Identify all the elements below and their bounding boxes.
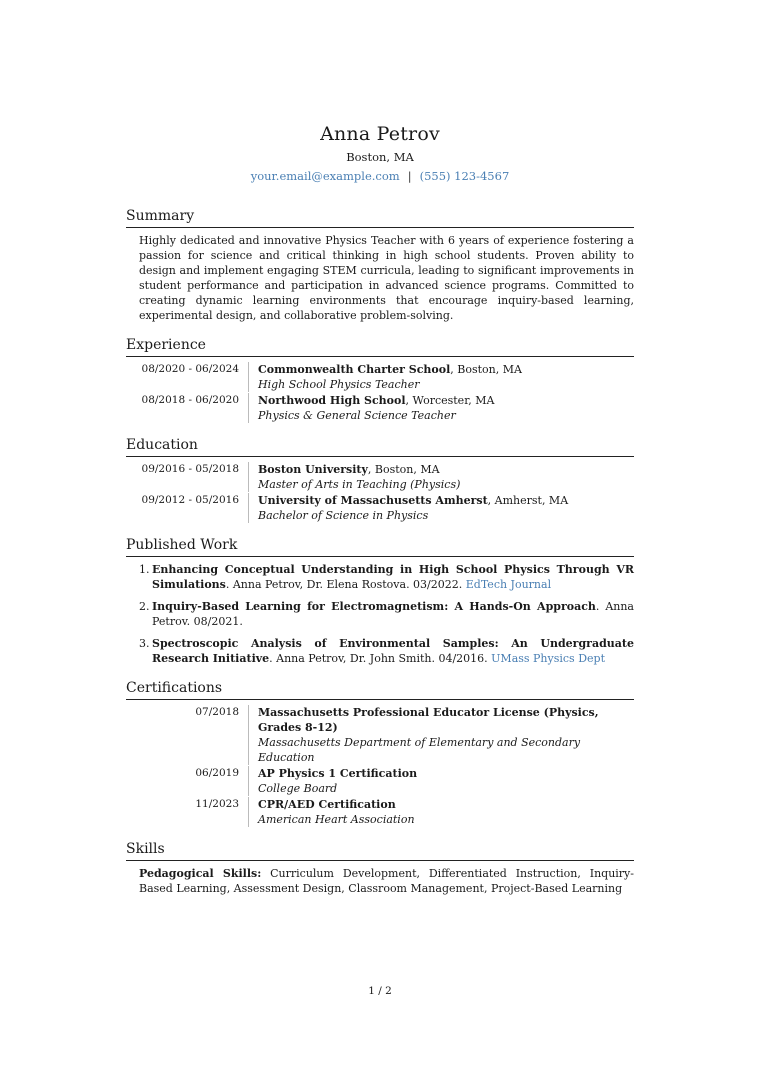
publication-title: Spectroscopic Analysis of Environmental Samples: An Undergraduate Research Initiative [152, 637, 634, 665]
skills-title: Skills [126, 840, 634, 861]
publication-details: . Anna Petrov. 08/2021. [152, 600, 634, 628]
entry-date: 08/2018 - 06/2020 [141, 394, 239, 406]
summary-section [126, 207, 634, 323]
contact-line [0, 167, 760, 185]
certification-name: Massachusetts Professional Educator License (Physics, Grades 8-12) [258, 706, 599, 734]
published-work-section [126, 536, 634, 666]
candidate-location: Boston, MA [346, 150, 414, 164]
entry-org: Boston University [258, 463, 368, 476]
resume-content [126, 207, 634, 909]
skills-section [126, 840, 634, 896]
certification-issuer: American Heart Association [258, 813, 415, 826]
candidate-name: Anna Petrov [320, 123, 440, 145]
publication-title: Enhancing Conceptual Understanding in High School Physics Through VR Simulations [152, 563, 634, 591]
education-entry [126, 493, 634, 523]
entry-role: Physics & General Science Teacher [258, 409, 456, 422]
experience-title: Experience [126, 336, 634, 357]
published-work-title: Published Work [126, 536, 634, 557]
entry-body [248, 393, 634, 423]
publication-item [139, 562, 634, 592]
skills-text [126, 866, 634, 896]
certification-entry [126, 705, 634, 765]
entry-location: , Worcester, MA [405, 394, 495, 407]
certification-entry [126, 797, 634, 827]
experience-entry [126, 393, 634, 423]
certification-issuer: College Board [258, 782, 338, 795]
contact-separator: | [407, 169, 412, 183]
publication-number: 3. [139, 637, 150, 650]
education-section [126, 436, 634, 523]
experience-entry [126, 362, 634, 392]
entry-location: , Amherst, MA [487, 494, 569, 507]
publication-item [139, 599, 634, 629]
certification-name: AP Physics 1 Certification [258, 767, 418, 780]
certification-issuer: Massachusetts Department of Elementary and Secondary Education [258, 736, 581, 764]
publication-number: 1. [139, 563, 150, 576]
email-link[interactable]: your.email@example.com [250, 169, 400, 183]
publication-list [126, 562, 634, 666]
summary-title: Summary [126, 207, 634, 228]
entry-body [248, 705, 634, 765]
phone-link[interactable]: (555) 123-4567 [419, 169, 510, 183]
publication-details: . Anna Petrov, Dr. John Smith. 04/2016. [269, 652, 492, 665]
page-number: 1 / 2 [368, 985, 392, 997]
entry-role: Master of Arts in Teaching (Physics) [258, 478, 461, 491]
entry-body [248, 493, 634, 523]
publication-link[interactable]: EdTech Journal [465, 578, 552, 591]
entry-date: 09/2012 - 05/2016 [141, 494, 239, 506]
publication-link[interactable]: UMass Physics Dept [491, 652, 605, 665]
summary-text: Highly dedicated and innovative Physics Teacher with 6 years of experience fostering a passion for science and critical thinking in high school students. Proven ability to design and implement engaging STEM curricula, leading to significant improvements in student performance and participation in advanced science programs. Committed to creating dynamic learning environments that encourage inquiry-based learning, experimental design, and collaborative problem-solving. [139, 234, 634, 322]
publication-title: Inquiry-Based Learning for Electromagnetism: A Hands-On Approach [152, 600, 596, 613]
entry-body [248, 797, 634, 827]
entry-date: 07/2018 [195, 706, 239, 718]
education-entry [126, 462, 634, 492]
skills-label: Pedagogical Skills: [139, 867, 262, 880]
certifications-title: Certifications [126, 679, 634, 700]
entry-body [248, 362, 634, 392]
resume-header [0, 122, 760, 185]
experience-section [126, 336, 634, 423]
entry-body [248, 766, 634, 796]
entry-location: , Boston, MA [367, 463, 440, 476]
entry-date: 11/2023 [195, 798, 239, 810]
entry-date: 09/2016 - 05/2018 [141, 463, 239, 475]
entry-org: Commonwealth Charter School [258, 363, 451, 376]
entry-role: Bachelor of Science in Physics [258, 509, 429, 522]
education-title: Education [126, 436, 634, 457]
skills-list: Curriculum Development, Differentiated Instruction, Inquiry-Based Learning, Assessment Design, Classroom Management, Project-Based Learning [139, 867, 634, 895]
entry-org: Northwood High School [258, 394, 406, 407]
publication-item [139, 636, 634, 666]
certification-name: CPR/AED Certification [258, 798, 396, 811]
entry-location: , Boston, MA [450, 363, 522, 376]
entry-role: High School Physics Teacher [258, 378, 420, 391]
publication-number: 2. [139, 600, 150, 613]
entry-date: 06/2019 [195, 767, 239, 779]
certification-entry [126, 766, 634, 796]
certifications-section [126, 679, 634, 827]
publication-details: . Anna Petrov, Dr. Elena Rostova. 03/2022. [225, 578, 466, 591]
entry-org: University of Massachusetts Amherst [258, 494, 488, 507]
entry-date: 08/2020 - 06/2024 [141, 363, 239, 375]
entry-body [248, 462, 634, 492]
